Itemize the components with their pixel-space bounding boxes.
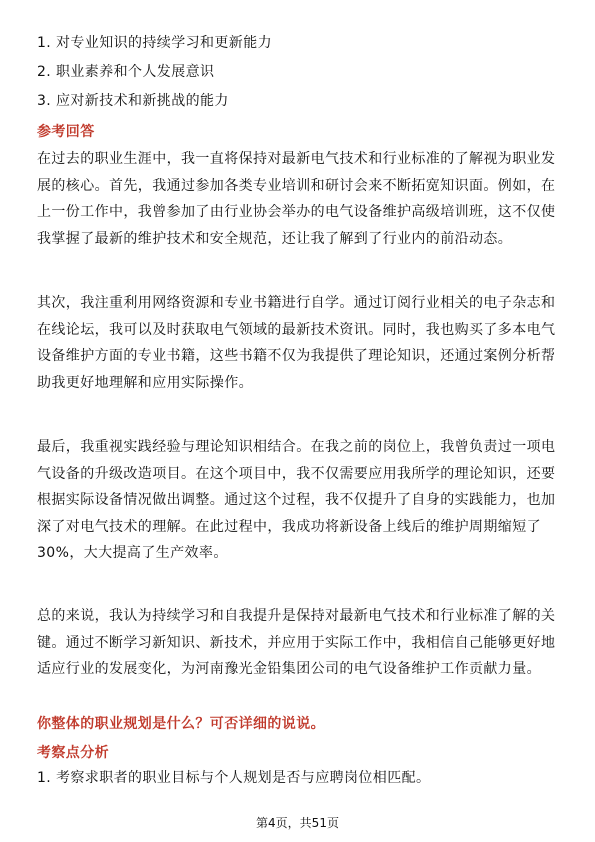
list-item: 3. 应对新技术和新挑战的能力: [37, 93, 229, 109]
answer-paragraph: 其次，我注重利用网络资源和专业书籍进行自学。通过订阅行业相关的电子杂志和在线论坛，我可以及时获取电气领域的最新技术资讯。同时，我也购买了多本电气设备维护方面的专业书籍，这些书籍不仅为我提供了理论知识，还通过案例分析帮助我更好地理解和应用实际操作。: [37, 295, 556, 391]
answer-paragraph: 最后，我重视实践经验与理论知识相结合。在我之前的岗位上，我曾负责过一项电气设备的升级改造项目。在这个项目中，我不仅需要应用我所学的理论知识，还要根据实际设备情况做出调整。通过这个过程，我不仅提升了自身的实践能力，也加深了对电气技术的理解。在此过程中，我成功将新设备上线后的维护周期缩短了30%，大大提高了生产效率。: [37, 439, 556, 561]
reference-answer-heading: 参考回答: [37, 124, 95, 140]
answer-paragraph: 在过去的职业生涯中，我一直将保持对最新电气技术和行业标准的了解视为职业发展的核心。首先，我通过参加各类专业培训和研讨会来不断拓宽知识面。例如，在上一份工作中，我曾参加了由行业协会举办的电气设备维护高级培训班，这不仅使我掌握了最新的维护技术和安全规范，还让我了解到了行业内的前沿动态。: [37, 151, 556, 247]
question-heading: 你整体的职业规划是什么？可否详细的说说。: [37, 716, 325, 732]
list-item: 1. 对专业知识的持续学习和更新能力: [37, 35, 273, 51]
list-item: 1. 考察求职者的职业目标与个人规划是否与应聘岗位相匹配。: [37, 770, 431, 786]
page-footer: 第4页，共51页: [256, 816, 339, 830]
answer-paragraph: 总的来说，我认为持续学习和自我提升是保持对最新电气技术和行业标准了解的关键。通过不断学习新知识、新技术，并应用于实际工作中，我相信自己能够更好地适应行业的发展变化，为河南豫光金铅集团公司的电气设备维护工作贡献力量。: [37, 608, 556, 677]
list-item: 2. 职业素养和个人发展意识: [37, 64, 215, 80]
analysis-heading: 考察点分析: [37, 745, 109, 761]
